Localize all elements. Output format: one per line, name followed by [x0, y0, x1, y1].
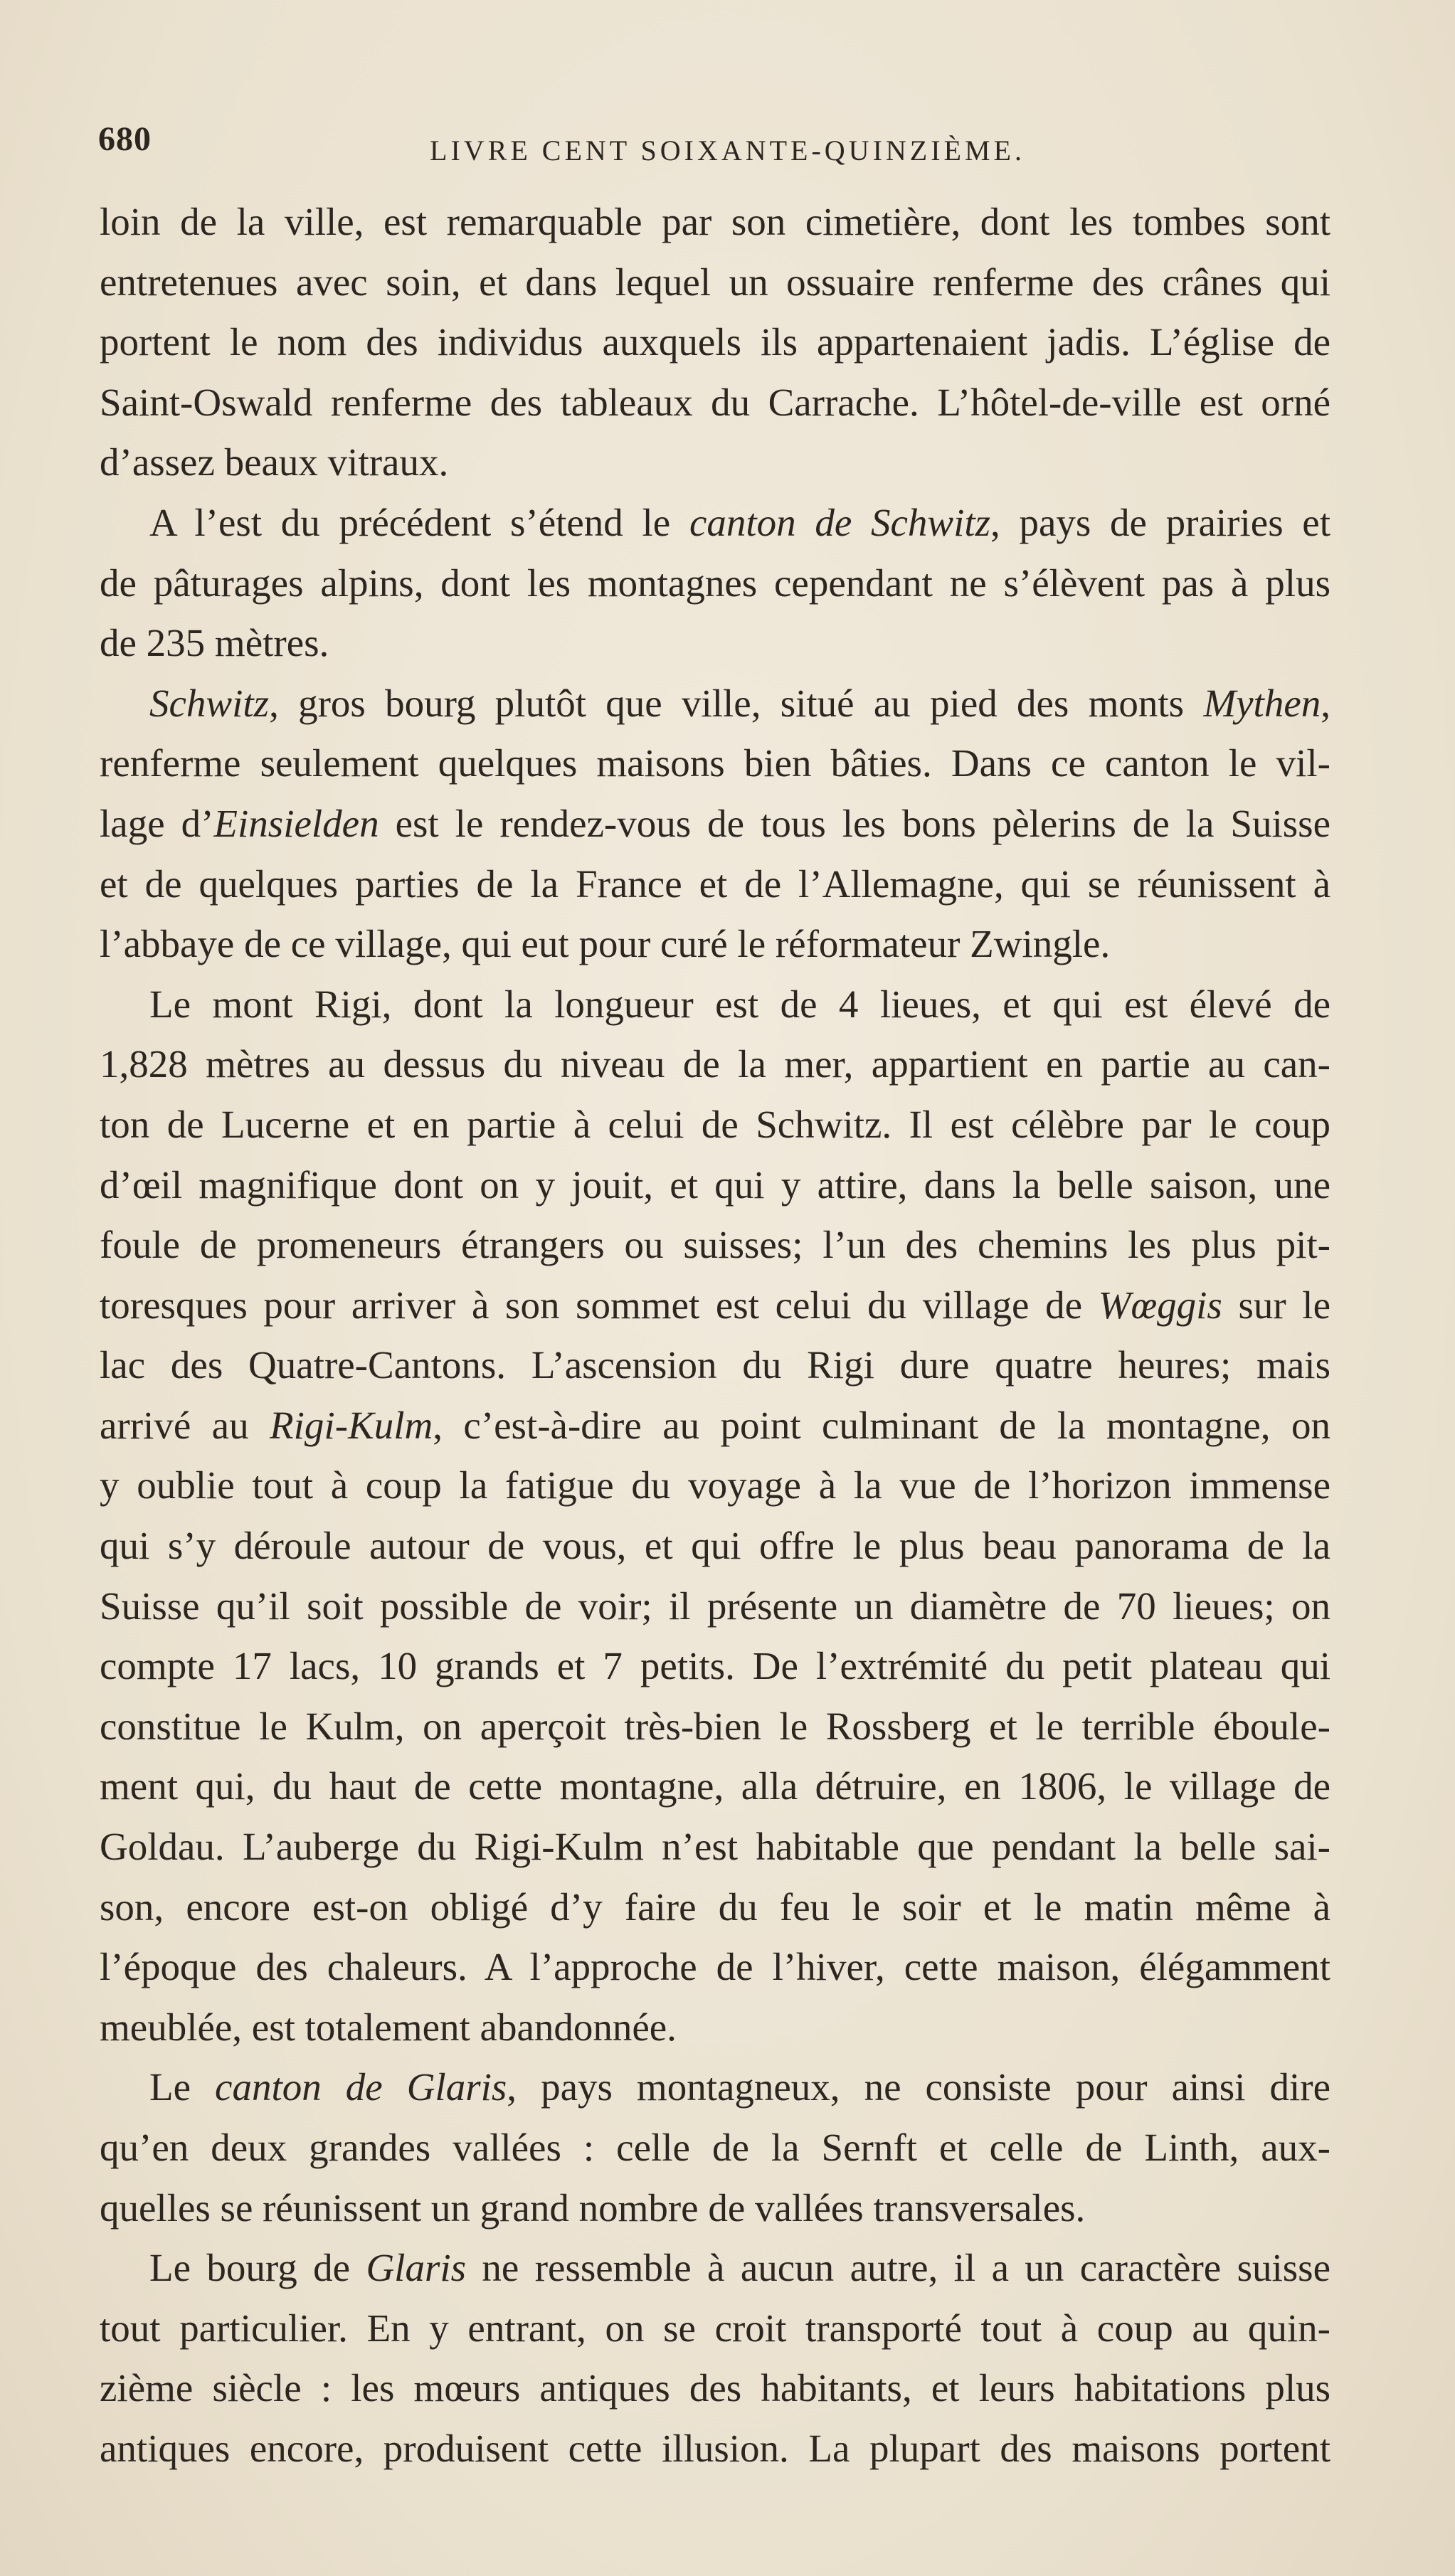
text-line	[100, 1276, 1330, 1336]
text-run: , pays de prairies et	[990, 500, 1331, 544]
text-line: Suisse qu’il soit possible de voir; il présente un diamètre de 70 lieues; on	[100, 1584, 1330, 1628]
text-line	[100, 1396, 1330, 1456]
text-line: entretenues avec soin, et dans lequel un ossuaire renferme des crânes qui	[100, 260, 1330, 304]
text-line	[100, 2057, 1330, 2118]
text-run: , c’est-à-dire au point culminant de la montagne, on	[433, 1403, 1330, 1447]
text-run: ne ressemble à aucun autre, il a un caractère suisse	[466, 2246, 1330, 2290]
text-line	[100, 493, 1330, 553]
place-name-italic: canton de Glaris	[215, 2065, 507, 2109]
text-run: toresques pour arriver à son sommet est celui du village de	[100, 1283, 1099, 1327]
text-line: son, encore est-on obligé d’y faire du feu le soir et le matin même à	[100, 1885, 1330, 1929]
text-line: constitue le Kulm, on aperçoit très-bien le Rossberg et le terrible éboule-	[100, 1704, 1330, 1748]
text-line: de pâturages alpins, dont les montagnes cependant ne s’élèvent pas à plus	[100, 561, 1330, 605]
place-name-italic: Rigi-Kulm	[270, 1403, 433, 1447]
text-line: ton de Lucerne et en partie à celui de Schwitz. Il est célèbre par le coup	[100, 1102, 1330, 1146]
text-run: sur le	[1222, 1283, 1330, 1327]
place-name-italic: Mythen	[1203, 681, 1321, 725]
text-line: y oublie tout à coup la fatigue du voyage à la vue de l’horizon immense	[100, 1463, 1330, 1507]
text-line: et de quelques parties de la France et de l’Allemagne, qui se réunissent à	[100, 862, 1330, 906]
text-line: qui s’y déroule autour de vous, et qui offre le plus beau panorama de la	[100, 1524, 1330, 1568]
text-line: loin de la ville, est remarquable par son cimetière, dont les tombes sont	[100, 200, 1330, 243]
page-number: 680	[98, 120, 152, 158]
place-name-italic: canton de Schwitz	[689, 500, 991, 544]
text-line: lac des Quatre-Cantons. L’ascension du Rigi dure quatre heures; mais	[100, 1343, 1330, 1387]
place-name-italic: Wœggis	[1098, 1283, 1222, 1327]
text-line: foule de promeneurs étrangers ou suisses; l’un des chemins les plus pit-	[100, 1223, 1330, 1267]
text-line	[100, 674, 1330, 734]
text-line: quelles se réunissent un grand nombre de vallées transversales.	[100, 2185, 1086, 2230]
place-name-italic: Glaris	[366, 2246, 467, 2290]
text-line: zième siècle : les mœurs antiques des habitants, et leurs habitations plus	[100, 2366, 1330, 2410]
text-run: lage d’	[100, 801, 214, 845]
text-line: de 235 mètres.	[100, 621, 329, 665]
text-run: ,	[1321, 681, 1330, 725]
text-run: est le rendez-vous de tous les bons pèlerins de la Suisse	[379, 801, 1331, 845]
text-run: arrivé au	[100, 1403, 270, 1447]
running-title: LIVRE CENT SOIXANTE-QUINZIÈME.	[430, 134, 1025, 166]
text-line: d’œil magnifique dont on y jouit, et qui y attire, dans la belle saison, une	[100, 1162, 1330, 1207]
place-name-italic: Schwitz	[149, 681, 270, 725]
text-line: portent le nom des individus auxquels ils appartenaient jadis. L’église de	[100, 320, 1330, 364]
place-name-italic: Einsielden	[213, 801, 379, 845]
text-line: Le mont Rigi, dont la longueur est de 4 lieues, et qui est élevé de	[149, 982, 1330, 1026]
text-line: compte 17 lacs, 10 grands et 7 petits. De l’extrémité du petit plateau qui	[100, 1644, 1330, 1688]
text-line	[100, 2238, 1330, 2299]
text-run: , pays montagneux, ne consiste pour ainsi dire	[507, 2065, 1330, 2109]
text-line: Goldau. L’auberge du Rigi-Kulm n’est habitable que pendant la belle sai-	[100, 1825, 1330, 1869]
text-line: l’époque des chaleurs. A l’approche de l’hiver, cette maison, élégamment	[100, 1945, 1330, 1989]
text-line: renferme seulement quelques maisons bien bâties. Dans ce canton le vil-	[100, 741, 1330, 785]
text-line: qu’en deux grandes vallées : celle de la Sernft et celle de Linth, aux-	[100, 2126, 1330, 2169]
text-line	[100, 794, 1330, 854]
text-line: antiques encore, produisent cette illusion. La plupart des maisons portent	[100, 2426, 1330, 2470]
text-line: meublée, est totalement abandonnée.	[100, 2005, 677, 2049]
text-run: Le bourg de	[149, 2246, 366, 2290]
text-line: tout particulier. En y entrant, on se croit transporté tout à coup au quin-	[100, 2306, 1330, 2350]
text-line: 1,828 mètres au dessus du niveau de la mer, appartient en partie au can-	[100, 1042, 1330, 1086]
text-run: , gros bourg plutôt que ville, situé au pied des monts	[269, 681, 1204, 725]
text-line: d’assez beaux vitraux.	[100, 440, 449, 484]
text-line: l’abbaye de ce village, qui eut pour curé le réformateur Zwingle.	[100, 922, 1111, 966]
text-run: Le	[149, 2065, 216, 2109]
body-text	[100, 192, 1330, 2479]
text-line: ment qui, du haut de cette montagne, alla détruire, en 1806, le village de	[100, 1764, 1330, 1808]
text-run: A l’est du précédent s’étend le	[149, 500, 689, 544]
text-line: Saint-Oswald renferme des tableaux du Carrache. L’hôtel-de-ville est orné	[100, 380, 1330, 424]
